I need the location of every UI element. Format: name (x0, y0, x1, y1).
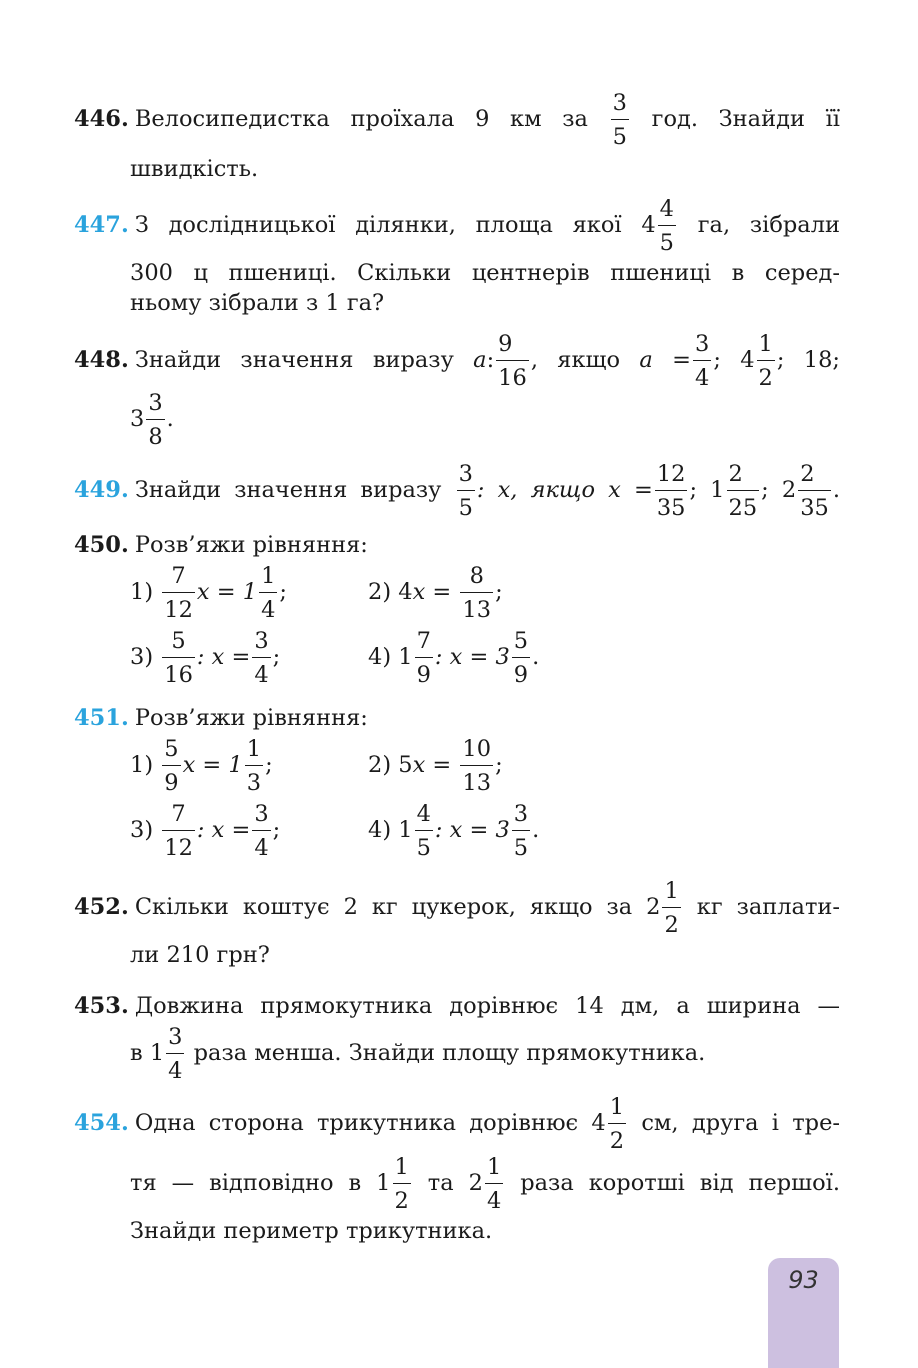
text: Знайди значення виразу (134, 477, 442, 503)
denominator: 4 (486, 1187, 502, 1214)
text: 300 ц пшениці. Скільки центнерів пшениці в серед- (130, 260, 840, 286)
denominator: 5 (659, 229, 674, 256)
problem-446 (74, 92, 840, 148)
text: ; 18; (776, 347, 841, 373)
text: . (166, 406, 174, 432)
equation-451-1 (130, 738, 273, 794)
text: Розв’яжи рівняння: (134, 705, 368, 731)
label: 4) 1 (368, 817, 413, 843)
text: год. Знайди її (651, 106, 840, 132)
numerator: 8 (460, 565, 493, 593)
text: Скільки коштує 2 кг цукерок, якщо за 2 (134, 894, 661, 920)
text: x = 1 (196, 579, 258, 605)
text: Знайди значення виразу (134, 347, 454, 373)
fraction (757, 333, 775, 389)
fraction (727, 463, 760, 519)
fraction (485, 1156, 503, 1212)
numerator: 1 (485, 1156, 503, 1184)
equation-450-1 (130, 565, 287, 621)
text: ; 4 (713, 347, 755, 373)
problem-number: 454. (74, 1110, 129, 1136)
text: ; 1 (689, 477, 725, 503)
fraction (662, 880, 680, 936)
problem-449 (74, 463, 840, 519)
numerator: 1 (393, 1156, 411, 1184)
fraction (655, 463, 688, 519)
denominator: 9 (416, 661, 431, 688)
text: ; 2 (761, 477, 797, 503)
fraction (512, 803, 530, 859)
fraction (658, 198, 676, 254)
numerator: 2 (727, 463, 760, 491)
text: x = 1 (182, 752, 243, 778)
fraction (259, 565, 277, 621)
numerator: 7 (415, 630, 433, 658)
text: , якщо (530, 347, 621, 373)
text: Велосипедистка проїхала 9 км за (134, 106, 588, 132)
numerator: 9 (496, 333, 529, 361)
text: кг заплати- (696, 894, 840, 920)
fraction (608, 1096, 626, 1152)
text: . (532, 817, 540, 843)
text: : x = 3 (434, 644, 510, 670)
equation: a = (639, 347, 691, 373)
text: x = (412, 752, 452, 778)
fraction (415, 803, 433, 859)
numerator: 3 (252, 630, 270, 658)
fraction (162, 738, 180, 794)
fraction (460, 738, 493, 794)
problem-line (74, 92, 840, 148)
problem-447-line3: ньому зібрали з 1 га? (130, 290, 385, 316)
numerator: 4 (415, 803, 433, 831)
problem-line (74, 880, 840, 936)
text: . (832, 477, 840, 503)
problem-line (74, 333, 840, 389)
problem-number: 448. (74, 347, 129, 373)
text: в 1 (130, 1040, 165, 1066)
numerator: 3 (457, 463, 475, 491)
numerator: 1 (259, 565, 277, 593)
text: . (532, 644, 540, 670)
denominator: 2 (609, 1127, 625, 1154)
denominator: 25 (728, 494, 758, 521)
numerator: 7 (162, 565, 195, 593)
numerator: 3 (146, 392, 164, 420)
denominator: 2 (664, 911, 679, 938)
label: 3) (130, 817, 154, 843)
denominator: 35 (800, 494, 829, 521)
label: 2) 5 (368, 752, 413, 778)
text: га, зібрали (697, 212, 840, 238)
fraction (393, 1156, 411, 1212)
denominator: 5 (513, 834, 529, 861)
text: раза менша. Знайди площу прямокутника. (193, 1040, 706, 1066)
fraction (146, 392, 164, 448)
numerator: 5 (512, 630, 530, 658)
equation-451-2 (368, 738, 503, 794)
denominator: 2 (758, 364, 773, 391)
problem-number: 451. (74, 705, 129, 731)
fraction (252, 630, 270, 686)
text: раза коротші від першої. (520, 1170, 840, 1196)
fraction (496, 333, 529, 389)
numerator: 5 (162, 630, 195, 658)
numerator: 4 (658, 198, 676, 226)
denominator: 13 (462, 596, 492, 623)
fraction (245, 738, 263, 794)
numerator: 2 (798, 463, 831, 491)
problem-448-line2 (130, 392, 174, 448)
fraction (415, 630, 433, 686)
fraction (166, 1026, 184, 1082)
problem-number: 446. (74, 106, 129, 132)
text: : x = (196, 644, 251, 670)
denominator: 3 (246, 769, 262, 796)
text: та 2 (427, 1170, 483, 1196)
denominator: 4 (254, 661, 269, 688)
numerator: 3 (512, 803, 530, 831)
denominator: 4 (694, 364, 710, 391)
problem-448 (74, 333, 840, 389)
problem-number: 447. (74, 212, 129, 238)
denominator: 4 (168, 1057, 183, 1084)
problem-line (74, 1096, 840, 1152)
fraction (460, 565, 493, 621)
text: : x, якщо (476, 477, 595, 503)
denominator: 16 (164, 661, 193, 688)
problem-453-line2 (130, 1026, 705, 1082)
equation-450-3 (130, 630, 280, 686)
text: ; (272, 644, 281, 670)
problem-447 (74, 198, 840, 254)
numerator: 1 (608, 1096, 626, 1124)
numerator: 10 (460, 738, 493, 766)
denominator: 13 (462, 769, 492, 796)
equation-450-2 (368, 565, 503, 621)
problem-454-line3: Знайди периметр трикутника. (130, 1218, 493, 1244)
fraction (798, 463, 831, 519)
problem-number: 450. (74, 532, 129, 558)
denominator: 12 (164, 596, 193, 623)
numerator: 1 (245, 738, 263, 766)
denominator: 9 (513, 661, 529, 688)
equation-451-4 (368, 803, 539, 859)
numerator: 1 (662, 880, 680, 908)
problem-450 (74, 530, 840, 560)
text: Одна сторона трикутника дорівнює 4 (134, 1110, 606, 1136)
whole: 3 (130, 406, 145, 432)
denominator: 5 (458, 494, 473, 521)
fraction (611, 92, 629, 148)
operator: : (486, 347, 495, 373)
equation-450-4 (368, 630, 539, 686)
equation: x = (608, 477, 653, 503)
denominator: 9 (164, 769, 179, 796)
denominator: 4 (254, 834, 269, 861)
label: 2) 4 (368, 579, 413, 605)
text: : x = (196, 817, 251, 843)
problem-451 (74, 703, 840, 733)
label: 3) (130, 644, 154, 670)
label: 4) 1 (368, 644, 413, 670)
fraction (162, 803, 195, 859)
numerator: 3 (693, 333, 711, 361)
numerator: 5 (162, 738, 180, 766)
text: З дослідницької ділянки, площа якої 4 (134, 212, 656, 238)
fraction (512, 630, 530, 686)
problem-452-line2: ли 210 грн? (130, 942, 270, 968)
denominator: 8 (148, 423, 163, 450)
numerator: 1 (757, 333, 775, 361)
numerator: 3 (166, 1026, 184, 1054)
fraction (252, 803, 270, 859)
numerator: 3 (611, 92, 629, 120)
numerator: 12 (655, 463, 688, 491)
denominator: 12 (164, 834, 193, 861)
problem-number: 453. (74, 993, 129, 1019)
problem-line (74, 198, 840, 254)
page-number: 93 (788, 1266, 819, 1294)
problem-446-line2: швидкість. (130, 156, 259, 182)
problem-454-line2 (130, 1156, 840, 1212)
denominator: 35 (656, 494, 686, 521)
numerator: 7 (162, 803, 195, 831)
label: 1) (130, 579, 154, 605)
denominator: 2 (394, 1187, 409, 1214)
text: ; (495, 579, 503, 605)
fraction (162, 565, 195, 621)
problem-447-line2 (130, 260, 840, 286)
equation-451-3 (130, 803, 280, 859)
text: Довжина прямокутника дорівнює 14 дм, а ширина — (134, 993, 840, 1019)
problem-452 (74, 880, 840, 936)
text: Розв’яжи рівняння: (134, 532, 368, 558)
text: ; (272, 817, 281, 843)
problem-454 (74, 1096, 840, 1152)
fraction (162, 630, 195, 686)
problem-line (130, 1156, 840, 1212)
fraction (457, 463, 475, 519)
text: ; (495, 752, 503, 778)
problem-line (74, 991, 840, 1021)
denominator: 5 (416, 834, 431, 861)
problem-number: 452. (74, 894, 129, 920)
text: см, друга і тре- (641, 1110, 841, 1136)
denominator: 4 (261, 596, 276, 623)
variable: a (473, 347, 487, 373)
fraction (693, 333, 711, 389)
text: : x = 3 (434, 817, 510, 843)
text: тя — відповідно в 1 (130, 1170, 391, 1196)
text: ; (279, 579, 287, 605)
problem-number: 449. (74, 477, 129, 503)
denominator: 16 (498, 364, 527, 391)
problem-line (74, 463, 840, 519)
page-number-tab (768, 1258, 839, 1368)
text: x = (412, 579, 452, 605)
denominator: 5 (612, 123, 627, 150)
text: ; (265, 752, 273, 778)
numerator: 3 (252, 803, 270, 831)
label: 1) (130, 752, 154, 778)
problem-453 (74, 991, 840, 1021)
